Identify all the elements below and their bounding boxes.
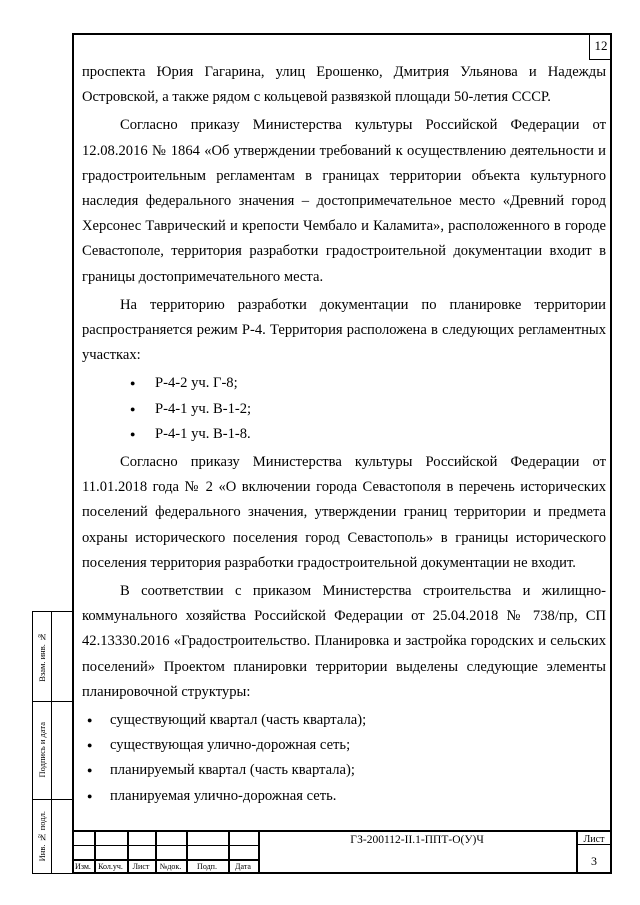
margin-stamp-strip: [32, 611, 72, 874]
sheet-number: 3: [591, 854, 597, 868]
planning-elements-list: [82, 708, 606, 809]
inv-podl-label: Инв. № подл.: [37, 810, 47, 862]
list-item: ● планируемый квартал (часть квартала);: [82, 758, 606, 783]
list-item: ● Р-4-2 уч. Г-8;: [82, 371, 606, 396]
list-item: ● Р-4-1 уч. В-1-8.: [82, 422, 606, 447]
sheet-label: Лист: [583, 834, 605, 845]
col-ndok: №док.: [159, 862, 182, 871]
paragraph-2: Согласно приказу Министерства культуры Российской Федерации от 12.08.2016 № 1864 «Об утверждении требований к осуществлению деятельности и градостроительным регламентам в границах территории объекта культурного наследия федерального значения – достопримечательное место «Древний город Херсонес Таврический и крепости Чембало и Каламита», расположенного в городе Севастополе, территория разработки градостроительной документации входит в границы достопримечательного места.: [82, 117, 606, 285]
list-item: ● существующая улично-дорожная сеть;: [82, 733, 606, 758]
vzam-inv-label: Взам. инв. №: [37, 631, 47, 682]
col-kol-uch: Кол.уч.: [98, 862, 123, 871]
list-item: ● существующий квартал (часть квартала);: [82, 708, 606, 733]
page-number: 12: [589, 33, 612, 60]
col-izm: Изм.: [75, 862, 91, 871]
col-data: Дата: [235, 862, 251, 871]
list-item: ● планируемая улично-дорожная сеть.: [82, 784, 606, 809]
regulation-zone-list: [82, 371, 606, 447]
document-code: ГЗ-200112-II.1-ППТ-О(У)Ч: [350, 834, 484, 846]
document-body: [82, 60, 606, 809]
paragraph-4: Согласно приказу Министерства культуры Российской Федерации от 11.01.2018 года № 2 «О включении города Севастополя в перечень исторических поселений федерального значения, утверждении границ территории и предмета охраны исторического поселения город Севастополь» в границы исторического поселения территория разработки градостроительной документации не входит.: [82, 454, 606, 571]
col-list: Лист: [132, 862, 150, 871]
paragraph-5: В соответствии с приказом Министерства строительства и жилищно-коммунального хозяйства Российской Федерации от 25.04.2018 № 738/пр, СП 42.13330.2016 «Градостроительство. Планировка и застройка городских и сельских поселений» Проектом планировки территории выделены следующие элементы планировочной структуры:: [82, 583, 606, 700]
list-item: ● Р-4-1 уч. В-1-2;: [82, 397, 606, 422]
paragraph-3: На территорию разработки документации по планировке территории распространяется режим Р-4. Территория расположена в следующих регламентных участках:: [82, 296, 606, 364]
col-podp: Подп.: [197, 862, 217, 871]
signature-date-label: Подпись и дата: [37, 722, 47, 778]
paragraph-1: проспекта Юрия Гагарина, улиц Ерошенко, Дмитрия Ульянова и Надежды Островской, а также рядом с кольцевой развязкой площади 50-летия СССР.: [82, 64, 606, 106]
